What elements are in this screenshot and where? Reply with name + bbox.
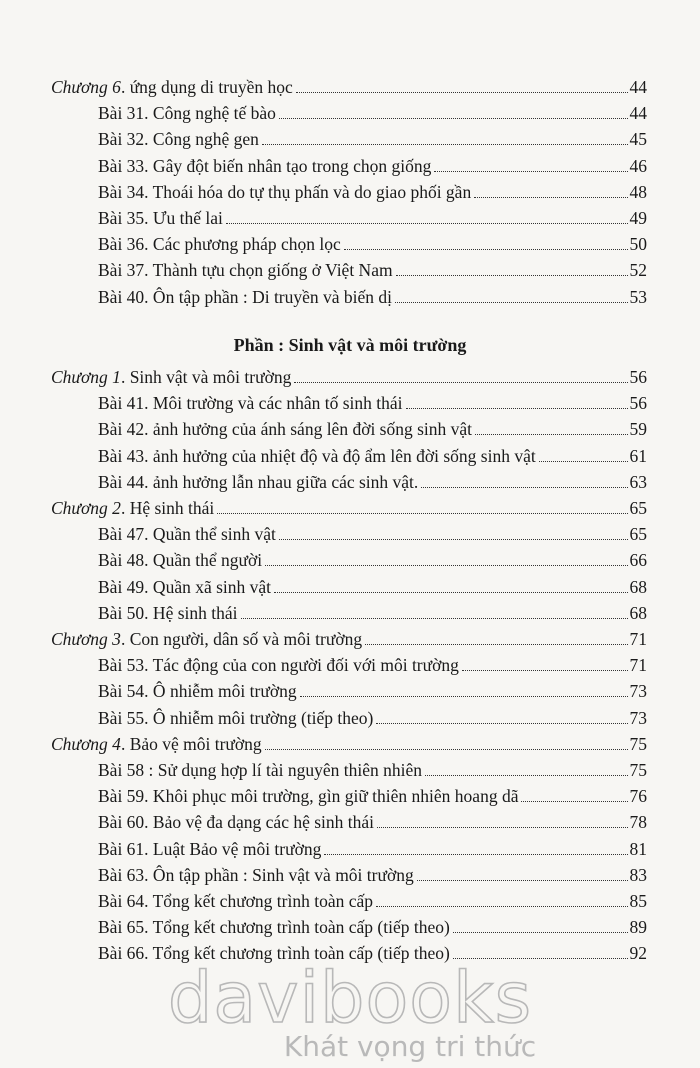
toc-page-number: 68	[629, 602, 647, 623]
toc-entry-title	[51, 497, 214, 519]
dot-leader	[296, 91, 628, 93]
toc-lesson-row	[98, 471, 647, 495]
toc-entry-title: Bài 43. ảnh hưởng của nhiệt độ và độ ẩm lên đời sống sinh vật	[98, 445, 536, 466]
toc-entry-title	[51, 733, 262, 755]
toc-entry-title	[51, 628, 362, 650]
toc-lesson-row	[98, 207, 647, 231]
toc-chapter-row	[51, 497, 647, 521]
toc-lesson-row	[98, 392, 647, 416]
toc-chapter-row	[51, 76, 647, 100]
toc-page-number: 53	[629, 286, 647, 307]
dot-leader	[217, 512, 627, 514]
toc-page-number: 46	[629, 155, 647, 176]
toc-entry-title: Bài 53. Tác động của con người đối với môi trường	[98, 655, 459, 676]
toc-entry-title: Bài 48. Quần thể người	[98, 550, 263, 571]
toc-entry-title: Bài 49. Quần xã sinh vật	[98, 576, 272, 597]
toc-entry-title: Bài 59. Khôi phục môi trường, gìn giữ thiên nhiên hoang dã	[98, 786, 519, 807]
dot-leader	[279, 117, 628, 119]
toc-entry-title: Bài 60. Bảo vệ đa dạng các hệ sinh thái	[98, 812, 375, 833]
toc-lesson-row	[98, 259, 647, 283]
toc-entry-title: Bài 36. Các phương pháp chọn lọc	[98, 234, 341, 255]
toc-lesson-row	[98, 181, 647, 205]
toc-page-number: 65	[629, 498, 647, 518]
dot-leader	[324, 853, 627, 855]
toc-entry-title: Bài 63. Ôn tập phần : Sinh vật và môi trường	[98, 864, 414, 885]
toc-entry-title: Bài 33. Gây đột biến nhân tạo trong chọn giống	[98, 155, 432, 176]
toc-chapter-row	[51, 733, 647, 757]
chapter-title: . ứng dụng di truyền học	[120, 77, 293, 97]
dot-leader	[434, 170, 627, 172]
toc-page-number: 75	[629, 760, 647, 780]
toc-entry-title	[51, 76, 293, 98]
dot-leader	[344, 248, 628, 250]
toc-lesson-row	[98, 838, 647, 862]
toc-page-number: 45	[629, 129, 647, 150]
toc-lesson-row	[98, 707, 647, 731]
toc-lesson-row	[98, 523, 647, 547]
dot-leader	[475, 433, 627, 435]
dot-leader	[300, 695, 628, 697]
toc-page-number: 59	[629, 419, 647, 440]
chapter-prefix: Chương 4	[51, 733, 121, 754]
toc-entry-title: Bài 55. Ô nhiễm môi trường (tiếp theo)	[98, 707, 374, 728]
toc-page-number: 56	[629, 393, 647, 414]
dot-leader	[453, 931, 628, 933]
dot-leader	[262, 143, 628, 145]
dot-leader	[265, 748, 628, 750]
toc-lesson-row	[98, 576, 647, 600]
toc-lesson-row	[98, 445, 647, 469]
dot-leader	[539, 460, 628, 462]
toc-lesson-row	[98, 128, 647, 152]
toc-entry-title: Bài 35. Ưu thế lai	[98, 208, 223, 228]
dot-leader	[395, 301, 627, 303]
chapter-title: . Bảo vệ môi trường	[120, 733, 262, 754]
dot-leader	[406, 407, 628, 409]
toc-page-number: 76	[629, 786, 647, 807]
toc-entry-title: Bài 54. Ô nhiễm môi trường	[98, 681, 297, 702]
toc-page-number: 71	[629, 629, 647, 649]
dot-leader	[474, 196, 627, 198]
toc-page-number: 56	[629, 367, 647, 387]
toc-lesson-row	[98, 890, 647, 914]
toc-chapter-row	[51, 628, 647, 652]
toc-page-number: 81	[629, 838, 647, 859]
toc-entry-title: Bài 40. Ôn tập phần : Di truyền và biến dị	[98, 286, 393, 307]
toc-page-number: 65	[629, 524, 647, 545]
toc-page-number: 73	[629, 681, 647, 702]
toc-page-number: 50	[629, 234, 647, 255]
toc-page-number: 48	[629, 181, 647, 202]
part-heading: Phần : Sinh vật và môi trường	[233, 335, 467, 355]
toc-page-number: 44	[629, 77, 647, 97]
toc-page-number: 61	[629, 445, 647, 466]
toc-lesson-row	[98, 864, 647, 888]
toc-page-number: 71	[629, 655, 647, 676]
dot-leader	[396, 274, 628, 276]
chapter-prefix: Chương 2	[51, 498, 121, 518]
dot-leader	[521, 800, 627, 802]
toc-lesson-row	[98, 549, 647, 573]
toc-lesson-row	[98, 233, 647, 257]
toc-lesson-row	[98, 602, 647, 626]
dot-leader	[376, 722, 627, 724]
dot-leader	[377, 826, 627, 828]
toc-entry-title: Bài 31. Công nghệ tế bào	[98, 103, 276, 124]
toc-page-number: 68	[629, 576, 647, 597]
dot-leader	[226, 222, 628, 224]
toc-page-number: 85	[629, 891, 647, 911]
toc-lesson-row	[98, 785, 647, 809]
toc-lesson-row	[98, 680, 647, 704]
toc-entry-title: Bài 37. Thành tựu chọn giống ở Việt Nam	[98, 260, 393, 281]
toc-chapter-row	[51, 366, 647, 390]
toc-lesson-row	[98, 418, 647, 442]
chapter-title: . Con người, dân số và môi trường	[120, 629, 363, 649]
chapter-prefix: Chương 6	[51, 77, 121, 97]
toc-lesson-row	[98, 759, 647, 783]
chapter-title: . Hệ sinh thái	[120, 498, 215, 518]
chapter-prefix: Chương 3	[51, 629, 121, 649]
toc-entry-title: Bài 34. Thoái hóa do tự thụ phấn và do giao phối gần	[98, 181, 472, 202]
toc-entry-title: Bài 65. Tổng kết chương trình toàn cấp (tiếp theo)	[98, 917, 450, 938]
toc-entry-title: Bài 44. ảnh hưởng lẫn nhau giữa các sinh vật.	[98, 471, 419, 492]
dot-leader	[279, 538, 628, 540]
toc-entry-title	[51, 366, 291, 388]
toc-entry-title: Bài 58 : Sử dụng hợp lí tài nguyên thiên nhiên	[98, 760, 422, 780]
toc-lesson-row	[98, 811, 647, 835]
toc-page-number: 73	[629, 707, 647, 728]
watermark-brand: davibooks	[167, 957, 533, 1039]
toc-page-number: 75	[629, 733, 647, 754]
toc-entry-title: Bài 50. Hệ sinh thái	[98, 602, 238, 623]
toc-lesson-row	[98, 102, 647, 126]
toc-entry-title: Bài 47. Quần thể sinh vật	[98, 524, 276, 545]
dot-leader	[241, 617, 628, 619]
dot-leader	[274, 591, 627, 593]
dot-leader	[376, 905, 627, 907]
toc-entry-title: Bài 32. Công nghệ gen	[98, 129, 259, 150]
dot-leader	[265, 564, 627, 566]
watermark-tagline: Khát vọng tri thức	[283, 1030, 537, 1063]
dot-leader	[425, 774, 628, 776]
toc-entry-title: Bài 41. Môi trường và các nhân tố sinh thái	[98, 393, 403, 414]
dot-leader	[421, 486, 627, 488]
dot-leader	[365, 643, 627, 645]
toc-page-number: 63	[629, 471, 647, 492]
toc-lesson-row	[98, 155, 647, 179]
toc-lesson-row	[98, 654, 647, 678]
toc-entry-title: Bài 42. ảnh hưởng của ánh sáng lên đời sống sinh vật	[98, 419, 473, 440]
toc-lesson-row	[98, 286, 647, 310]
dot-leader	[417, 879, 628, 881]
dot-leader	[462, 669, 628, 671]
toc-entry-title: Bài 64. Tổng kết chương trình toàn cấp	[98, 891, 374, 911]
toc-page-number: 49	[629, 208, 647, 228]
chapter-title: . Sinh vật và môi trường	[120, 367, 292, 387]
dot-leader	[294, 381, 627, 383]
toc-page-number: 89	[629, 917, 647, 938]
toc-page-number: 52	[629, 260, 647, 281]
toc-lesson-row	[98, 916, 647, 940]
toc-entry-title: Bài 61. Luật Bảo vệ môi trường	[98, 838, 322, 859]
toc-entry-title: Bài 66. Tổng kết chương trình toàn cấp (tiếp theo)	[98, 943, 450, 964]
toc-page-number: 92	[629, 943, 647, 964]
toc-page-number: 44	[629, 103, 647, 124]
toc-page-number: 66	[629, 550, 647, 571]
toc-page-number: 83	[629, 864, 647, 885]
toc-page-number: 78	[629, 812, 647, 833]
chapter-prefix: Chương 1	[51, 367, 121, 387]
